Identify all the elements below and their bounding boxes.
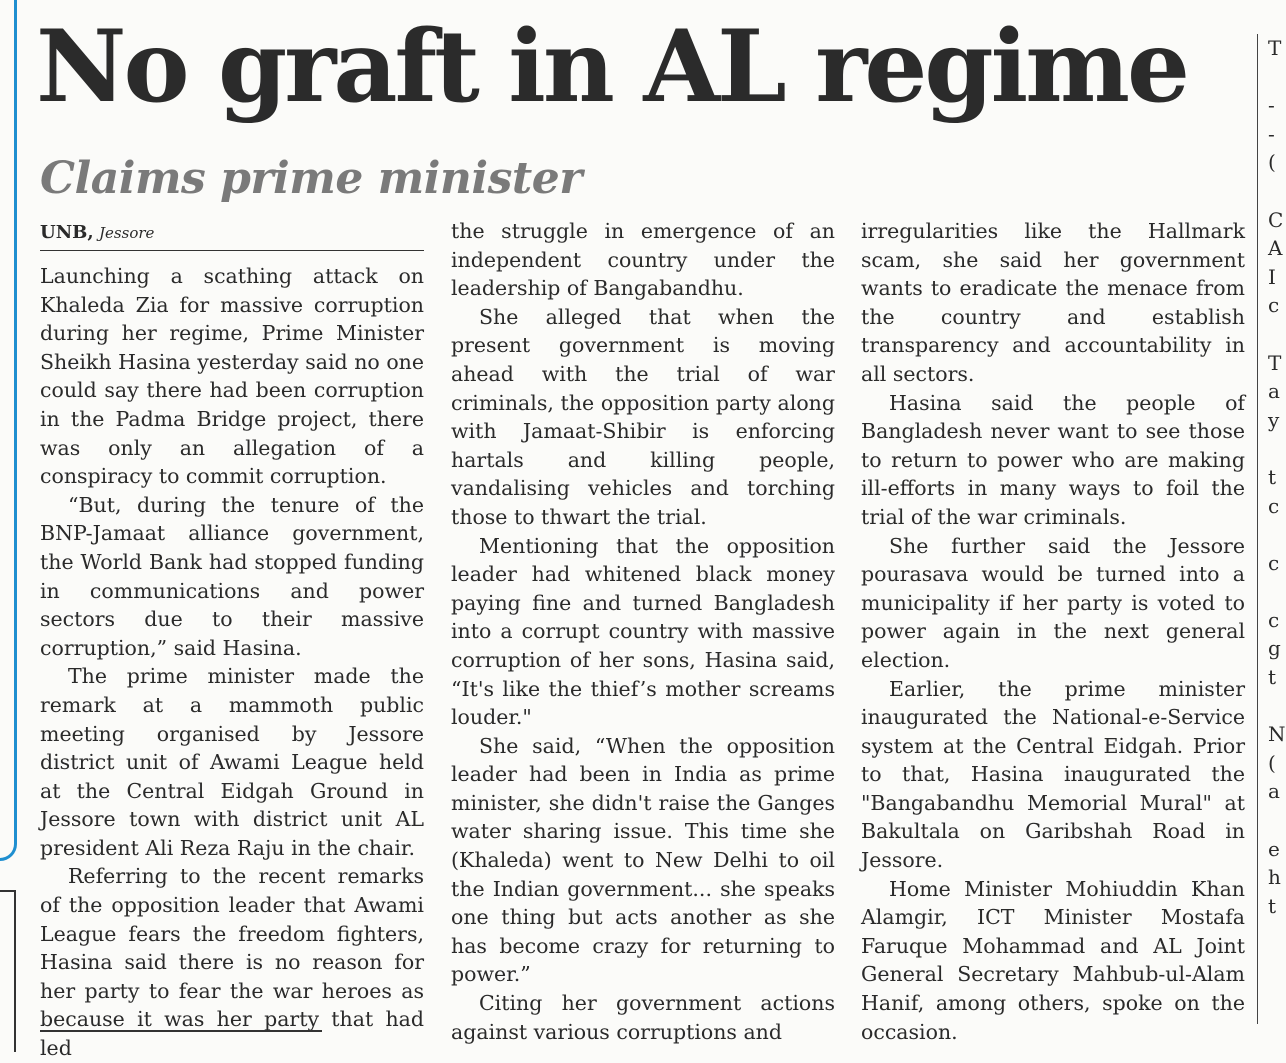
paragraph: Citing her government actions against various corruptions and (451, 991, 835, 1044)
paragraph: She said, “When the opposition leader had been in India as prime minister, she didn't raise the Ganges water sharing issue. This time she (Khaleda) went to New Delhi to oil the Indian government... she speaks one thing but acts another as she has become crazy for returning to power.” (451, 733, 835, 987)
adjacent-column-letter: t (1268, 464, 1277, 489)
adjacent-column-letter (1268, 320, 1276, 349)
adjacent-column-letter: c (1268, 607, 1280, 632)
adjacent-column-letter: t (1268, 893, 1277, 918)
adjacent-column-letter: a (1268, 779, 1280, 804)
article-column-2 (451, 217, 835, 1046)
bottom-rule (40, 1030, 322, 1032)
adjacent-column-letter: A (1268, 236, 1283, 261)
adjacent-column-letter: ( (1268, 150, 1276, 175)
byline (40, 222, 424, 251)
adjacent-column-letter (1268, 806, 1276, 835)
adjacent-column-letter: c (1268, 293, 1280, 318)
paragraph: “But, during the tenure of the BNP-Jamaat alliance government, the World Bank had stopped funding in communications and power sectors due to their massive corruption,” said Hasina. (40, 492, 424, 660)
subheadline: Claims prime minister (40, 153, 582, 204)
adjacent-column-letter: g (1268, 636, 1281, 661)
paragraph: Earlier, the prime minister inaugurated the National-e-Service system at the Central Eidgah. Prior to that, Hasina inaugurated the "Bangabandhu Memorial Mural" at Bakultala on Garibshah Road in Jessore. (861, 676, 1245, 873)
adjacent-column-letter: h (1268, 865, 1281, 890)
adjacent-column-letter (1268, 692, 1276, 721)
adjacent-column-letter: c (1268, 493, 1280, 518)
adjacent-column-letter: C (1268, 207, 1284, 232)
byline-agency: UNB, (40, 222, 94, 243)
paragraph: She further said the Jessore pourasava would be turned into a municipality if her party is voted to power again in the next general election. (861, 533, 1245, 672)
adjacent-column-letter: I (1268, 264, 1276, 289)
paragraph: the struggle in emergence of an independent country under the leadership of Bangabandhu. (451, 219, 835, 301)
paragraph: Mentioning that the opposition leader had whitened black money paying fine and turned Bangladesh into a corrupt country with massive corruption of her sons, Hasina said, “It's like the thief’s mother screams louder." (451, 533, 835, 730)
adjacent-column-letter: c (1268, 550, 1280, 575)
adjacent-column-letter (1268, 434, 1276, 463)
paragraph: Hasina said the people of Bangladesh never want to see those to return to power who are making ill-efforts in many ways to foil the trial of the war criminals. (861, 390, 1245, 529)
paragraph: The prime minister made the remark at a mammoth public meeting organised by Jessore district unit of Awami League held at the Central Eidgah Ground in Jessore town with district unit AL president Ali Reza Raju in the chair. (40, 664, 424, 860)
left-blue-border (0, 0, 17, 861)
column-rule (1257, 34, 1258, 1024)
adjacent-column-letter (1268, 63, 1276, 92)
paragraph: Launching a scathing attack on Khaleda Zia for massive corruption during her regime, Prime Minister Sheikh Hasina yesterday said no one could say there had been corruption in the Padma Bridge project, there was only an allegation of a conspiracy to commit corruption. (40, 264, 424, 489)
adjacent-column-letter: T (1268, 36, 1282, 60)
paragraph: Referring to the recent remarks of the opposition leader that Awami League fears the freedom fighters, Hasina said there is no reason for her party to fear the war heroes as because it was her party that had led (40, 864, 424, 1061)
adjacent-column-letter: T (1268, 350, 1282, 375)
adjacent-column-letter: - (1268, 121, 1275, 146)
adjacent-column-letter (1268, 177, 1276, 206)
adjacent-column-letter: e (1268, 836, 1280, 861)
adjacent-column-letter: t (1268, 665, 1277, 690)
byline-location: Jessore (99, 224, 155, 242)
adjacent-column-letter: y (1268, 407, 1280, 432)
adjacent-column-letter: a (1268, 379, 1280, 404)
adjacent-column-letter: ( (1268, 750, 1276, 775)
article-column-1 (40, 262, 424, 1063)
paragraph: She alleged that when the present government is moving ahead with the trial of war criminals, the opposition party along with Jamaat-Shibir is enforcing hartals and killing people, vandalising vehicles and torching those to thwart the trial. (451, 304, 835, 529)
adjacent-column-letter: N (1268, 722, 1286, 747)
paragraph: Home Minister Mohiuddin Khan Alamgir, ICT Minister Mostafa Faruque Mohammad and AL Joint General Secretary Mahbub-ul-Alam Hanif, among others, spoke on the occasion. (861, 876, 1245, 1044)
paragraph: irregularities like the Hallmark scam, she said her government wants to eradicate the menace from the country and establish transparency and accountability in all sectors. (861, 219, 1245, 386)
adjacent-column-fragments (1268, 34, 1286, 1036)
adjacent-column-letter (1268, 577, 1276, 606)
headline: No graft in AL regime (36, 9, 1187, 125)
left-adjacent-box (0, 890, 16, 1052)
adjacent-column-letter (1268, 520, 1276, 549)
adjacent-column-letter: - (1268, 93, 1275, 118)
article-column-3 (861, 217, 1245, 1046)
